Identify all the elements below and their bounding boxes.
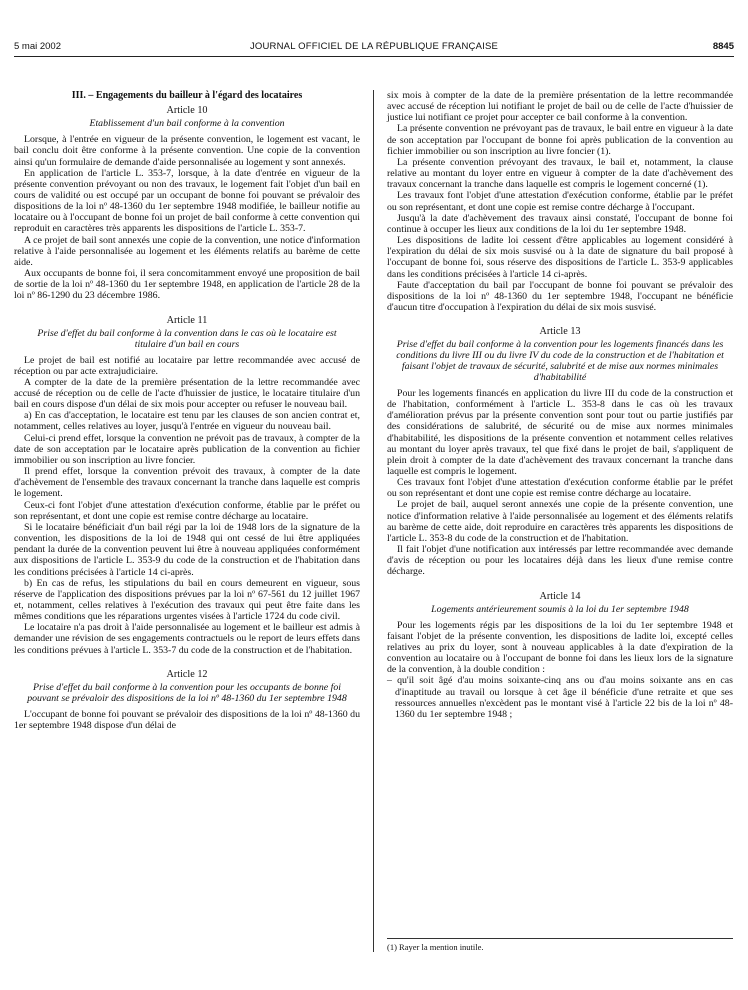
- article-13-number: Article 13: [539, 326, 581, 338]
- right-column: [387, 90, 733, 720]
- article-14-title: Logements antérieurement soumis à la loi du 1er septembre 1948: [431, 603, 689, 615]
- article-12-continued-paragraph: Jusqu'à la date d'achèvement des travaux ainsi constaté, l'occupant de bonne foi continue à occuper les lieux aux conditions de la loi du 1er septembre 1948.: [387, 212, 733, 235]
- article-10-paragraph: En application de l'article L. 353-7, lorsque, à la date d'entrée en vigueur de la présente convention prévoyant ou non des travaux, le logement fait l'objet d'un bail en cours de validité ou est occupé par un occupant de bonne foi pouvant se prévaloir des dispositions de la loi nº 48-1360 du 1er septembre 1948 modifiée, le bailleur notifie au locataire ou à l'occupant de bonne foi un projet de bail conforme à cette convention qui reproduit en caractères très apparents les dispositions de l'article L. 353-7.: [14, 167, 360, 235]
- article-10-number: Article 10: [166, 105, 208, 117]
- article-11-paragraph: a) En cas d'acceptation, le locataire est tenu par les clauses de son ancien contrat et, notamment, celles relatives au loyer, jusqu'à l'entrée en vigueur du nouveau bail.: [14, 410, 360, 433]
- article-13-title: Prise d'effet du bail conforme à la convention pour les logements financés dans les conditions du livre III ou du livre IV du code de la construction et de l'habitation et faisant l'objet de travaux de sécurité, salubrité et de mise aux normes minimales d'habitabilité: [396, 339, 724, 383]
- article-11-title: Prise d'effet du bail conforme à la convention dans le cas où le locataire est titulaire d'un bail en cours: [37, 327, 337, 350]
- article-10-paragraph: A ce projet de bail sont annexés une copie de la convention, une notice d'information relative à l'aide personnalisée au logement et les éléments relatifs au barème de cette aide.: [14, 234, 360, 268]
- article-12-continued-paragraph: Faute d'acceptation du bail par l'occupant de bonne foi pouvant se prévaloir des dispositions de la loi nº 48-1360 du 1er septembre 1948, l'occupant ne bénéficie d'aucun titre d'occupation à l'expiration du délai de six mois susvisé.: [387, 279, 733, 313]
- footnote: (1) Rayer la mention inutile.: [387, 938, 733, 952]
- left-column: [14, 90, 360, 731]
- article-12-continued-paragraph: La présente convention ne prévoyant pas de travaux, le bail entre en vigueur à la date de son acceptation par l'occupant de bonne foi après publication de la convention au fichier immobilier ou son inscription au livre foncier (1).: [387, 123, 733, 157]
- article-11-paragraph: Il prend effet, lorsque la convention prévoit des travaux, à compter de la date d'achèvement de l'ensemble des travaux concernant la tranche dans laquelle est compris le logement.: [14, 466, 360, 500]
- article-13-paragraph: Le projet de bail, auquel seront annexés une copie de la présente convention, une notice d'information relative à l'aide personnalisée au logement et des éléments relatifs au barème de cette aide, doit reproduire en caractères très apparents les dispositions de l'article L. 353-8 du code de la construction et de l'habitation.: [387, 499, 733, 544]
- article-11-number: Article 11: [166, 314, 208, 326]
- section-heading: III. – Engagements du bailleur à l'égard des locataires: [71, 90, 303, 101]
- article-11-paragraph: Si le locataire bénéficiait d'un bail régi par la loi de 1948 lors de la signature de la convention, les dispositions de la loi de 1948 qui ont cessé de lui être appliquées pendant la durée de la convention peuvent lui être à nouveau appliquées conformément aux dispositions de l'article L. 353-9 du code de la construction et de l'habitation dans les conditions précisées à l'article 14 ci-après.: [14, 521, 360, 578]
- header-date: 5 mai 2002: [14, 41, 62, 52]
- article-11-paragraph: Ceux-ci font l'objet d'une attestation d'exécution conforme, établie par le préfet ou son représentant, et dont une copie est remise contre décharge au locataire.: [14, 499, 360, 522]
- article-14-number: Article 14: [539, 590, 581, 602]
- article-11-paragraph: Le locataire n'a pas droit à l'aide personnalisée au logement et le bailleur est admis à demander une révision de ses engagements contractuels ou le report de leurs effets dans les conditions prévues à l'article L. 353-7 du code de la construction et de l'habitation.: [14, 622, 360, 656]
- article-11-paragraph: Celui-ci prend effet, lorsque la convention ne prévoit pas de travaux, à compter de la date de son acceptation par le locataire après publication de la convention au fichier immobilier ou son inscription au livre foncier.: [14, 432, 360, 466]
- article-12-number: Article 12: [166, 668, 208, 680]
- article-11-paragraph: b) En cas de refus, les stipulations du bail en cours demeurent en vigueur, sous réserve de l'application des dispositions prévues par la loi nº 67-561 du 12 juillet 1967 et, notamment, celles relatives à l'exécution des travaux qui peut être faite dans les mêmes conditions que les réparations urgentes visées à l'article 1724 du code civil.: [14, 577, 360, 623]
- article-10-paragraph: Lorsque, à l'entrée en vigueur de la présente convention, le logement est vacant, le bail conclu doit être conforme à la présente convention. Une copie de la convention ainsi qu'un formulaire de demande d'aide personnalisée au logement y sont annexés.: [14, 134, 360, 168]
- article-11-paragraph: A compter de la date de la première présentation de la lettre recommandée avec accusé de réception ou de celle de l'acte d'huissier de justice, le locataire titulaire d'un bail en cours dispose d'un délai de six mois pour accepter ou refuser le nouveau bail.: [14, 376, 360, 411]
- article-12-continued-paragraph: Les travaux font l'objet d'une attestation d'exécution conforme, établie par le préfet ou son représentant, et dont une copie est remise contre décharge à l'occupant.: [387, 190, 733, 213]
- header-page-number: 8845: [712, 41, 734, 52]
- article-13-paragraph: Pour les logements financés en application du livre III du code de la construction et de l'habitation, conformément à l'article L. 353-8 dans le cas où les travaux d'amélioration prévus par la présente convention sont pour tout ou partie justifiés par des considérations de salubrité, de sécurité ou de mise aux normes minimales d'habitabilité, les dispositions de la présente convention et notamment celles relatives au montant du loyer après travaux, tel que fixé dans le projet de bail, s'appliquent de plein droit à compter de la date d'achèvement des travaux concernant la tranche dans laquelle est compris le logement.: [387, 387, 733, 477]
- column-divider: [373, 90, 374, 952]
- article-12-continued-paragraph: La présente convention prévoyant des travaux, le bail et, notamment, la clause relative au montant du loyer entre en vigueur à compter de la date d'achèvement des travaux concernant la tranche dans laquelle est compris le logement concerné (1).: [387, 156, 733, 191]
- article-13-paragraph: Ces travaux font l'objet d'une attestation d'exécution conforme établie par le préfet ou son représentant et dont une copie est remise contre décharge au locataire.: [387, 477, 733, 500]
- article-12-title: Prise d'effet du bail conforme à la convention pour les occupants de bonne foi pouvant se prévaloir des dispositions de la loi nº 48-1360 du 1er septembre 1948: [27, 681, 347, 704]
- article-13-paragraph: Il fait l'objet d'une notification aux intéressés par lettre recommandée avec demande d'avis de réception ou pour les locataires déjà dans les lieux d'une remise contre décharge.: [387, 544, 733, 578]
- article-14-condition-item: – qu'il soit âgé d'au moins soixante-cinq ans ou d'au moins soixante ans en cas d'inaptitude au travail ou lorsque à cet âge il bénéficie d'une retraite et que ses ressources annuelles n'excèdent pas le montant visé à l'article 22 bis de la loi nº 48-1360 du 1er septembre 1948 ;: [387, 675, 733, 720]
- header-journal-title: JOURNAL OFFICIEL DE LA RÉPUBLIQUE FRANÇAISE: [249, 41, 499, 52]
- article-14-paragraph: Pour les logements régis par les dispositions de la loi du 1er septembre 1948 et faisant l'objet de la présente convention, les dispositions de ladite loi, excepté celles relatives au prix du loyer, sont à nouveau applicables à la date d'expiration de la convention au locataire ou à l'occupant de bonne foi dans les lieux lors de la signature de la convention, à la double condition :: [387, 619, 733, 676]
- article-10-paragraph: Aux occupants de bonne foi, il sera concomitamment envoyé une proposition de bail de sortie de la loi nº 48-1360 du 1er septembre 1948, en application de l'article 28 de la loi nº 86-1290 du 23 décembre 1986.: [14, 268, 360, 302]
- article-12-continued-paragraph: six mois à compter de la date de la première présentation de la lettre recommandée avec accusé de réception lui notifiant le projet de bail ou de celle de l'acte d'huissier de justice lui notifiant ce projet pour accepter ce bail conforme à la convention.: [387, 90, 733, 124]
- header-rule: [14, 56, 734, 57]
- page-header: [14, 38, 734, 54]
- article-12-paragraph: L'occupant de bonne foi pouvant se prévaloir des dispositions de la loi nº 48-1360 du 1er septembre 1948 dispose d'un délai de: [14, 708, 360, 731]
- article-10-title: Etablissement d'un bail conforme à la convention: [89, 118, 285, 130]
- article-12-continued-paragraph: Les dispositions de ladite loi cessent d'être applicables au logement considéré à l'expiration du délai de six mois susvisé ou à la date de signature du bail proposé à l'occupant de bonne foi, sous réserve des dispositions de l'article L. 353-9 applicables dans les conditions précisées à l'article 14 ci-après.: [387, 235, 733, 280]
- article-11-paragraph: Le projet de bail est notifié au locataire par lettre recommandée avec accusé de réception ou par acte extrajudiciaire.: [14, 354, 360, 377]
